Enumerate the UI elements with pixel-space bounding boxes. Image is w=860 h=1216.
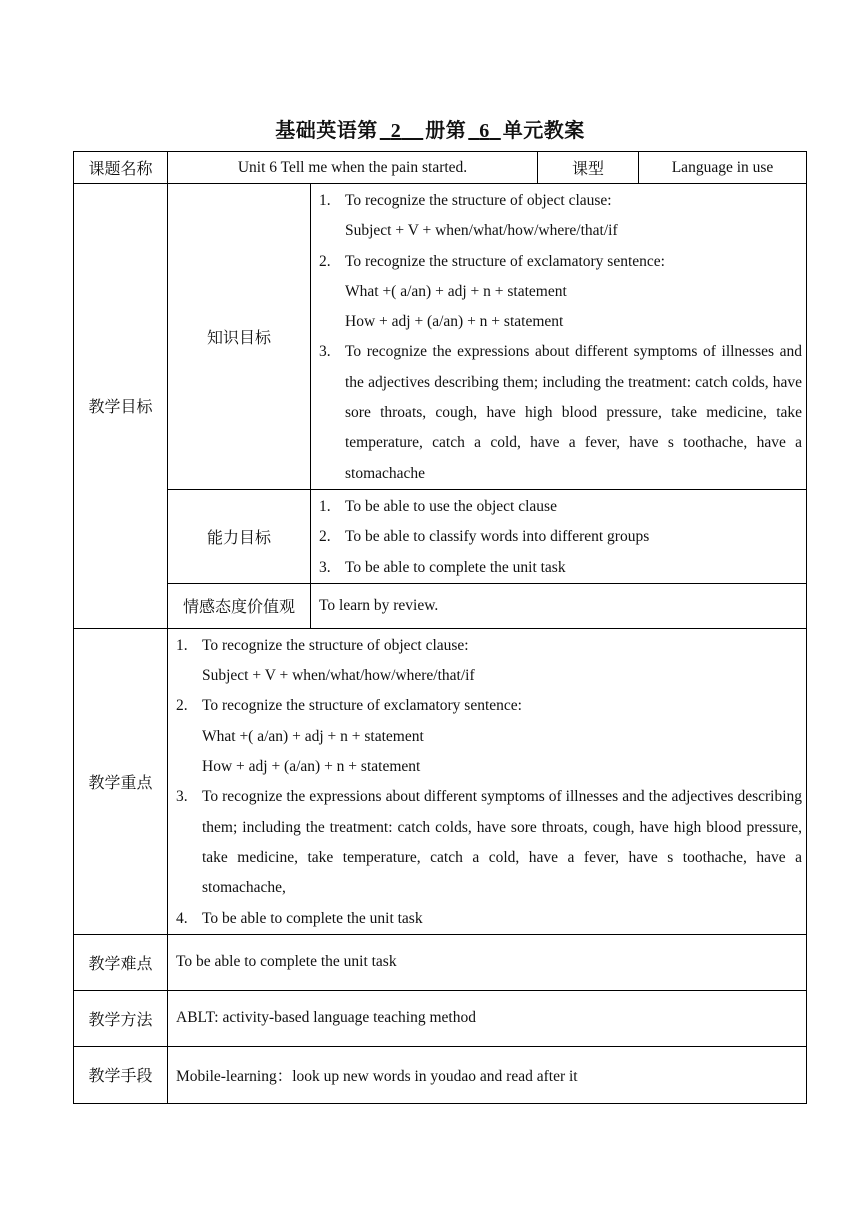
type-label: 课型 — [538, 152, 639, 184]
objectives-label: 教学目标 — [74, 184, 168, 629]
key-point-item-1: 1. To recognize the structure of object clause: Subject + V + when/what/how/where/that/if — [176, 636, 475, 685]
emotion-content: To learn by review. — [311, 583, 807, 628]
page-title — [0, 114, 860, 143]
means-row — [74, 1046, 807, 1103]
knowledge-item-1: 1. To recognize the structure of object clause: Subject + V + when/what/how/where/that/if — [319, 192, 618, 240]
title-unit-number: 6 — [479, 120, 490, 142]
emotion-label: 情感态度价值观 — [168, 583, 311, 628]
methods-label: 教学方法 — [74, 990, 168, 1046]
difficulties-row — [74, 934, 807, 990]
ability-label: 能力目标 — [168, 489, 311, 583]
knowledge-content — [311, 184, 807, 490]
lesson-plan-table — [73, 151, 807, 1104]
key-point-item-4: 4. To be able to complete the unit task — [176, 909, 423, 927]
knowledge-row — [74, 184, 807, 490]
knowledge-label: 知识目标 — [168, 184, 311, 490]
ability-item-3: 3. To be able to complete the unit task — [319, 558, 566, 576]
difficulties-content: To be able to complete the unit task — [168, 934, 807, 990]
key-points-row — [74, 628, 807, 934]
key-points-content — [168, 628, 807, 934]
ability-item-2: 2. To be able to classify words into different groups — [319, 528, 650, 546]
title-prefix: 基础英语第 — [275, 120, 378, 142]
key-point-item-3: 3. To recognize the expressions about different symptoms of illnesses and the adjectives describing them; including the treatment: catch colds, have sore throats, cough, have high blood pressure, take medicine, take temperature, catch a cold, have a fever, have s toothache, have a stomachache, — [176, 788, 803, 897]
ability-item-1: 1. To be able to use the object clause — [319, 497, 557, 515]
title-middle: 册第 — [425, 120, 467, 142]
means-label: 教学手段 — [74, 1046, 168, 1103]
ability-row — [74, 489, 807, 583]
knowledge-item-2: 2. To recognize the structure of exclamatory sentence: What +( a/an) + adj + n + statement How + adj + (a/an) + n + statement — [319, 252, 665, 331]
topic-label: 课题名称 — [74, 152, 168, 184]
type-value: Language in use — [639, 152, 807, 184]
knowledge-item-3: 3. To recognize the expressions about different symptoms of illnesses and the adjectives describing them; including the treatment: catch colds, have sore throats, cough, have high blood pressure, take medicine, take temperature, catch a cold, have a fever, have s toothache, have a stomachache — [319, 343, 803, 482]
key-point-item-2: 2. To recognize the structure of exclamatory sentence: What +( a/an) + adj + n + statement How + adj + (a/an) + n + statement — [176, 697, 522, 776]
methods-content: ABLT: activity-based language teaching method — [168, 990, 807, 1046]
topic-row — [74, 152, 807, 184]
key-points-label: 教学重点 — [74, 628, 168, 934]
means-content: Mobile-learning：look up new words in youdao and read after it — [168, 1046, 807, 1103]
title-book-number: 2 — [390, 120, 402, 142]
ability-content — [311, 489, 807, 583]
methods-row — [74, 990, 807, 1046]
topic-value: Unit 6 Tell me when the pain started. — [168, 152, 538, 184]
title-suffix: 单元教案 — [502, 120, 585, 142]
emotion-row — [74, 583, 807, 628]
difficulties-label: 教学难点 — [74, 934, 168, 990]
